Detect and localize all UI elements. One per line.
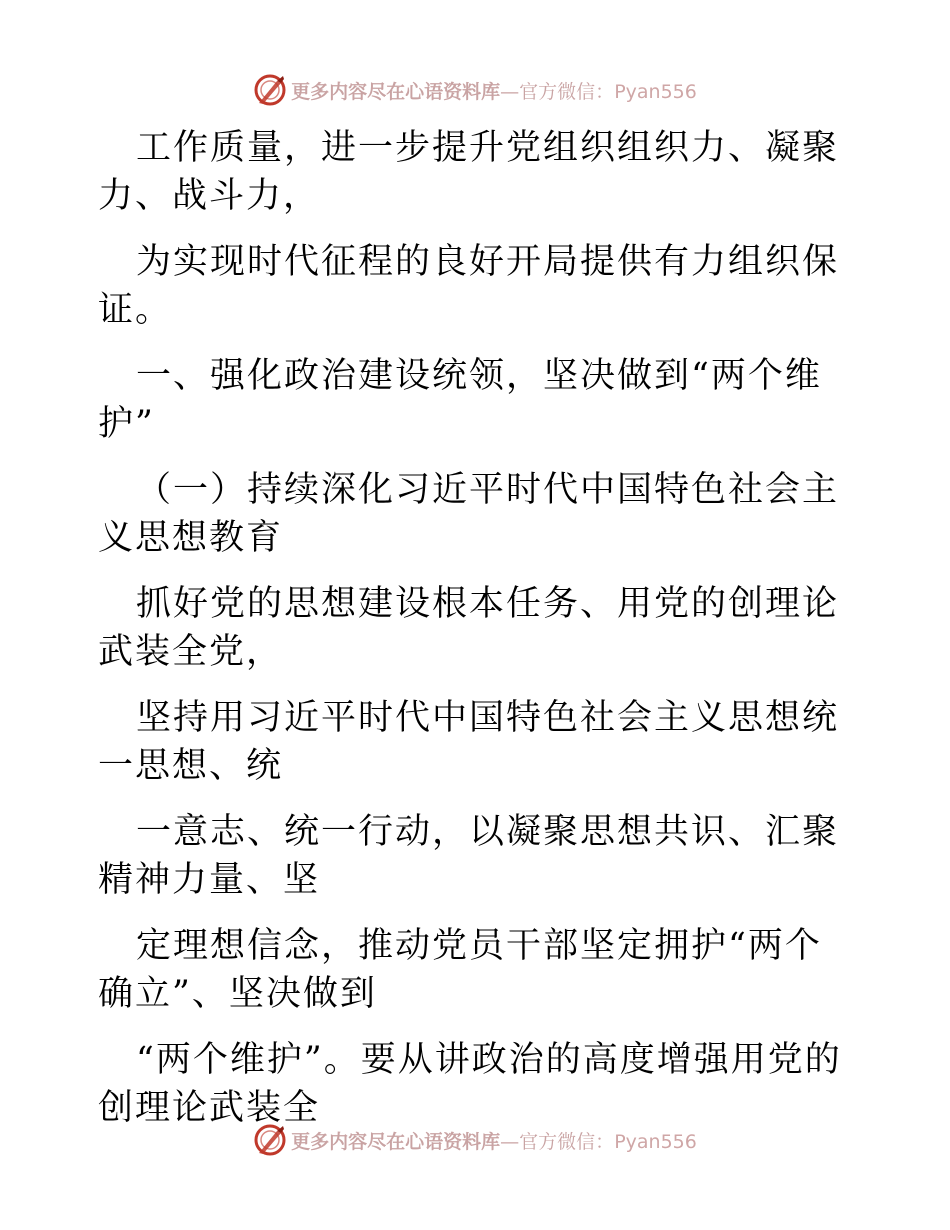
watermark-wechat-label: 官方微信：	[519, 1130, 615, 1153]
watermark-dash: —	[500, 1130, 520, 1153]
subsection-heading-1: （一）持续深化习近平时代中国特色社会主义思想教育	[98, 470, 840, 558]
paragraph-5: 一意志、统一行动，以凝聚思想共识、汇聚精神力量、坚	[98, 812, 840, 900]
watermark-wechat-label: 官方微信：	[519, 80, 615, 103]
quill-seal-icon	[253, 1123, 287, 1157]
quill-seal-icon	[253, 73, 287, 107]
paragraph-1: 工作质量，进一步提升党组织组织力、凝聚力、战斗力，	[98, 128, 840, 216]
paragraph-6: 定理想信念，推动党员干部坚定拥护“两个确立”、坚决做到	[98, 926, 822, 1014]
paragraph-4: 坚持用习近平时代中国特色社会主义思想统一思想、统	[98, 698, 840, 786]
paragraph-2: 为实现时代征程的良好开局提供有力组织保证。	[98, 242, 840, 330]
document-body	[98, 124, 858, 1132]
footer-watermark	[0, 1120, 950, 1160]
section-heading-1: 一、强化政治建设统领，坚决做到“两个维护”	[98, 356, 822, 444]
watermark-site-text: 更多内容尽在心语资料库	[291, 80, 501, 103]
watermark-site-text: 更多内容尽在心语资料库	[291, 1130, 501, 1153]
header-watermark	[0, 70, 950, 110]
watermark-wechat-id: Pyan556	[614, 80, 697, 103]
paragraph-7: “两个维护”。要从讲政治的高度增强用党的创理论武装全	[98, 1040, 842, 1128]
watermark-wechat-id: Pyan556	[614, 1130, 697, 1153]
watermark-dash: —	[500, 80, 520, 103]
paragraph-3: 抓好党的思想建设根本任务、用党的创理论武装全党，	[98, 584, 840, 672]
